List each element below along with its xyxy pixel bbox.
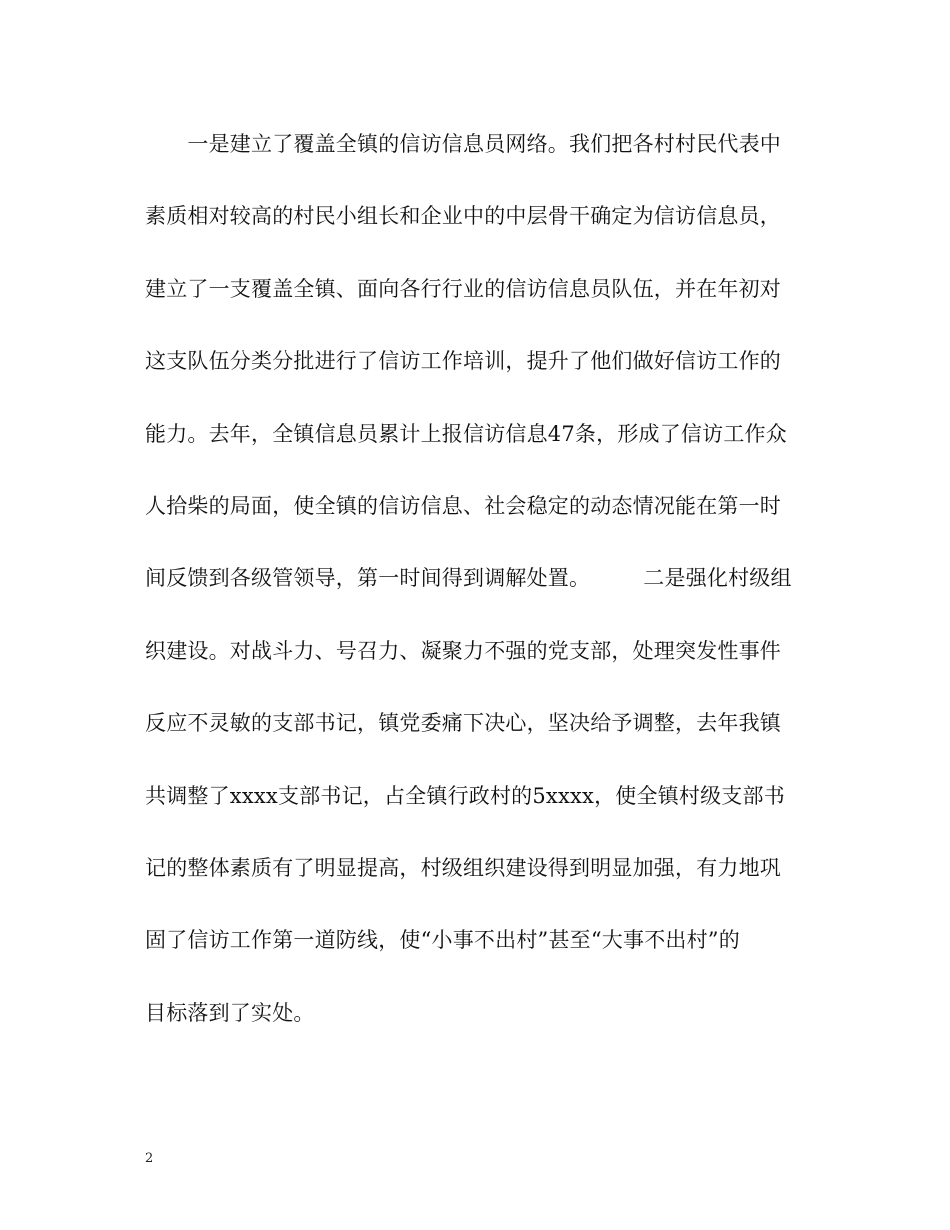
text-line: 固了信访工作第一道防线，使“小事不出村”甚至“大事不出村”的	[145, 928, 740, 953]
text-line: 人拾柴的局面，使全镇的信访信息、社会稳定的动态情况能在第一时	[145, 493, 781, 518]
text-line: 素质相对较高的村民小组长和企业中的中层骨干确定为信访信息员，	[145, 204, 781, 229]
page-number: 2	[145, 1151, 154, 1166]
text-line: 反应不灵敏的支部书记，镇党委痛下决心，坚决给予调整，去年我镇	[145, 711, 781, 736]
body-text	[145, 124, 845, 1065]
text-line: 记的整体素质有了明显提高，村级组织建设得到明显加强，有力地巩	[145, 855, 781, 880]
text-line: 建立了一支覆盖全镇、面向各行行业的信访信息员队伍，并在年初对	[145, 276, 781, 301]
text-line: 间反馈到各级管领导，第一时间得到调解处置。 二是强化村级组	[145, 566, 792, 591]
text-line: 织建设。对战斗力、号召力、凝聚力不强的党支部，处理突发性事件	[145, 638, 781, 663]
text-line: 这支队伍分类分批进行了信访工作培训，提升了他们做好信访工作的	[145, 349, 781, 374]
text-line: 共调整了xxxx支部书记，占全镇行政村的5xxxx，使全镇村级支部书	[145, 783, 785, 808]
text-line: 一是建立了覆盖全镇的信访信息员网络。我们把各村村民代表中	[145, 132, 781, 156]
text-line: 目标落到了实处。	[145, 1000, 315, 1025]
text-line: 能力。去年，全镇信息员累计上报信访信息47条，形成了信访工作众	[145, 421, 787, 446]
